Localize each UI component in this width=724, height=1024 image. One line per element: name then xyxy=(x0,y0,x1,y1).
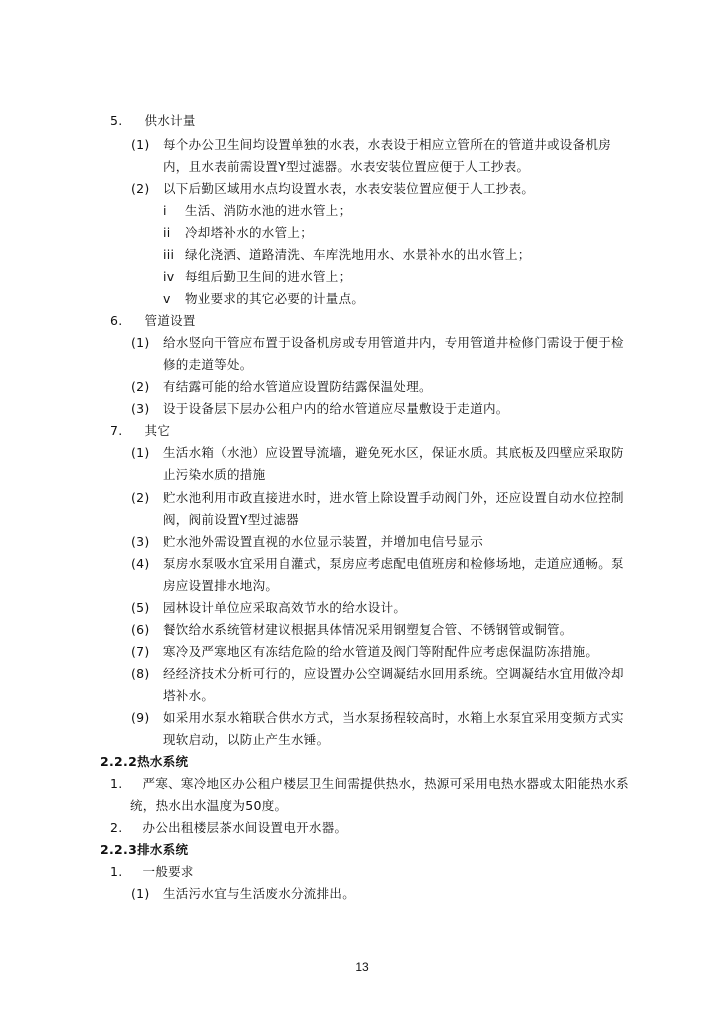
item-text: 如采用水泵水箱联合供水方式，当水泵扬程较高时，水箱上水泵宜采用变频方式实 xyxy=(163,710,624,725)
roman-numeral: iv xyxy=(163,269,175,284)
roman-item xyxy=(163,268,351,286)
item-number: 1. xyxy=(110,776,123,791)
roman-text: 生活、消防水池的进水管上； xyxy=(185,203,352,218)
item-text: 办公出租楼层茶水间设置电开水器。 xyxy=(142,820,348,835)
item-number: (1) xyxy=(131,886,150,901)
roman-numeral: i xyxy=(163,203,167,218)
section-title: 其它 xyxy=(144,423,171,438)
item-number: (1) xyxy=(131,335,150,350)
item-continuation: 房应设置排水地沟。 xyxy=(163,578,279,593)
item-continuation: 阀，阀前设置Y型过滤器 xyxy=(163,512,299,527)
roman-numeral: v xyxy=(163,291,171,306)
item-number: (2) xyxy=(131,181,150,196)
item-text: 寒冷及严寒地区有冻结危险的给水管道及阀门等附配件应考虑保温防冻措施。 xyxy=(163,644,599,659)
item-continuation: 内，且水表前需设置Y型过滤器。水表安装位置应便于人工抄表。 xyxy=(163,159,530,174)
item-text: 一般要求 xyxy=(142,864,194,879)
item-text: 有结露可能的给水管道应设置防结露保温处理。 xyxy=(163,379,432,394)
section-title: 管道设置 xyxy=(144,313,196,328)
item-continuation: 现软启动，以防止产生水锤。 xyxy=(163,732,330,747)
section-number: 7. xyxy=(110,423,123,438)
item-text: 贮水池外需设置直视的水位显示装置，并增加电信号显示 xyxy=(163,534,484,549)
item-number: 1. xyxy=(110,864,123,879)
item-continuation: 统，热水出水温度为50度。 xyxy=(130,798,288,813)
section-7-heading xyxy=(110,422,170,440)
roman-text: 物业要求的其它必要的计量点。 xyxy=(185,291,365,306)
section-heading-drainage: 2.2.3排水系统 xyxy=(100,842,189,857)
page-number: 13 xyxy=(355,960,369,974)
item-number: (9) xyxy=(131,710,150,725)
item-continuation: 修的走道等处。 xyxy=(163,357,253,372)
section-number: 6. xyxy=(110,313,123,328)
section-6-heading xyxy=(110,312,196,330)
item-number: (5) xyxy=(131,600,150,615)
item-text: 严寒、寒冷地区办公租户楼层卫生间需提供热水，热源可采用电热水器或太阳能热水系 xyxy=(142,776,629,791)
item-continuation: 止污染水质的措施 xyxy=(163,467,266,482)
roman-text: 绿化浇洒、道路清洗、车库洗地用水、水景补水的出水管上； xyxy=(185,247,531,262)
roman-numeral: ii xyxy=(163,225,171,240)
list-item xyxy=(110,819,347,837)
item-text: 生活污水宜与生活废水分流排出。 xyxy=(163,886,356,901)
section-number: 5. xyxy=(110,113,123,128)
section-title: 供水计量 xyxy=(144,113,196,128)
item-text: 生活水箱（水池）应设置导流墙，避免死水区，保证水质。其底板及四壁应采取防 xyxy=(163,445,624,460)
item-number: (6) xyxy=(131,622,150,637)
roman-text: 每组后勤卫生间的进水管上； xyxy=(185,269,352,284)
item-number: (7) xyxy=(131,644,150,659)
section-5-heading xyxy=(110,112,196,130)
item-text: 给水竖向干管应布置于设备机房或专用管道井内，专用管道井检修门需设于便于检 xyxy=(163,335,624,350)
roman-item xyxy=(163,202,351,220)
roman-item xyxy=(163,290,364,308)
list-item xyxy=(110,863,194,881)
item-text: 每个办公卫生间均设置单独的水表，水表设于相应立管所在的管道井或设备机房 xyxy=(163,137,612,152)
item-text: 经经济技术分析可行的，应设置办公空调凝结水回用系统。空调凝结水宜用做冷却 xyxy=(163,666,624,681)
section-heading-hot-water: 2.2.2热水系统 xyxy=(100,754,189,769)
item-number: (8) xyxy=(131,666,150,681)
item-continuation: 塔补水。 xyxy=(163,688,215,703)
item-text: 贮水池利用市政直接进水时，进水管上除设置手动阀门外，还应设置自动水位控制 xyxy=(163,490,624,505)
item-text: 餐饮给水系统管材建议根据具体情况采用钢塑复合管、不锈钢管或铜管。 xyxy=(163,622,573,637)
item-number: (1) xyxy=(131,445,150,460)
roman-item xyxy=(163,246,531,264)
roman-item xyxy=(163,224,313,242)
item-number: (3) xyxy=(131,401,150,416)
item-text: 泵房水泵吸水宜采用自灌式，泵房应考虑配电值班房和检修场地，走道应通畅。泵 xyxy=(163,556,624,571)
roman-text: 冷却塔补水的水管上； xyxy=(185,225,314,240)
list-item xyxy=(110,775,629,793)
item-text: 设于设备层下层办公租户内的给水管道应尽量敷设于走道内。 xyxy=(163,401,509,416)
item-number: (2) xyxy=(131,379,150,394)
roman-numeral: iii xyxy=(163,247,175,262)
item-number: (4) xyxy=(131,556,150,571)
item-text: 以下后勤区域用水点均设置水表，水表安装位置应便于人工抄表。 xyxy=(163,181,535,196)
item-number: (3) xyxy=(131,534,150,549)
item-number: (2) xyxy=(131,490,150,505)
item-number: 2. xyxy=(110,820,123,835)
item-text: 园林设计单位应采取高效节水的给水设计。 xyxy=(163,600,407,615)
item-number: (1) xyxy=(131,137,150,152)
